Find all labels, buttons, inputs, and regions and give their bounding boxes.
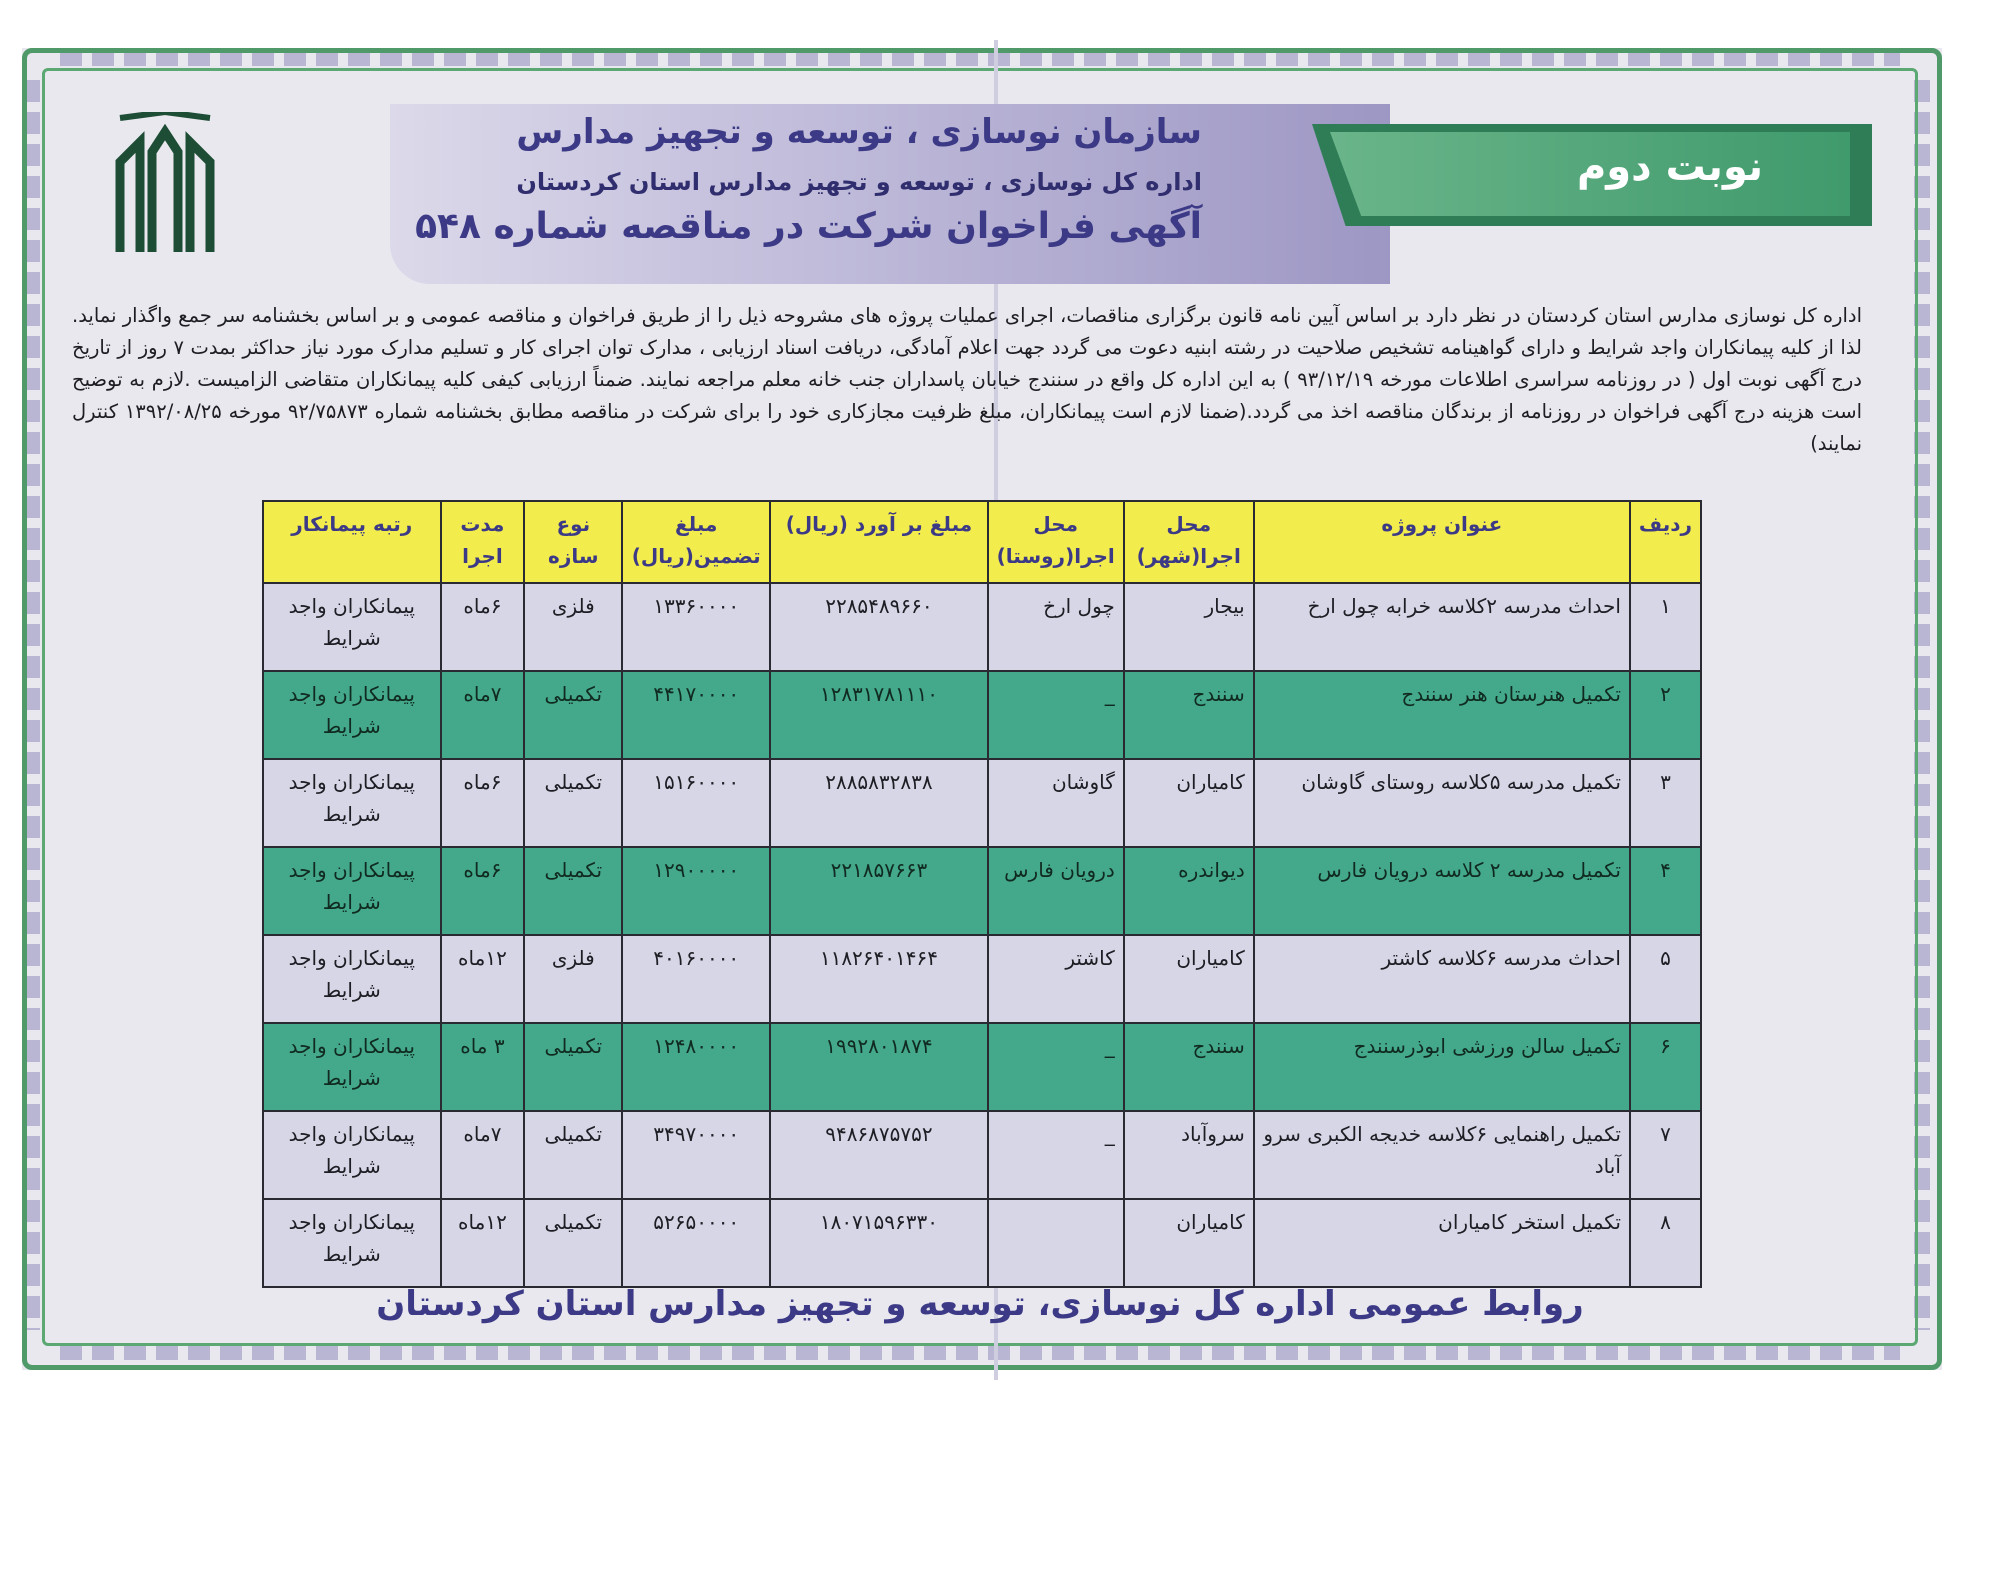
cell-estimate: ۱۸۰۷۱۵۹۶۳۳۰: [770, 1199, 987, 1287]
cell-type: تکمیلی: [524, 1111, 622, 1199]
cell-estimate: ۲۲۱۸۵۷۶۶۳: [770, 847, 987, 935]
cell-row: ۶: [1630, 1023, 1701, 1111]
cell-type: تکمیلی: [524, 759, 622, 847]
cell-type: فلزی: [524, 583, 622, 671]
cell-deposit: ۳۴۹۷۰۰۰۰: [622, 1111, 770, 1199]
cell-grade: پیمانکاران واجد شرایط: [263, 583, 441, 671]
cell-village: [988, 1199, 1124, 1287]
cell-duration: ۶ماه: [441, 847, 525, 935]
cell-estimate: ۲۸۸۵۸۳۲۸۳۸: [770, 759, 987, 847]
cell-duration: ۶ماه: [441, 583, 525, 671]
cell-deposit: ۱۵۱۶۰۰۰۰: [622, 759, 770, 847]
department-title: اداره کل نوسازی ، توسعه و تجهیز مدارس استان کردستان: [516, 168, 1202, 196]
cell-deposit: ۴۴۱۷۰۰۰۰: [622, 671, 770, 759]
cell-grade: پیمانکاران واجد شرایط: [263, 759, 441, 847]
col-header-title: عنوان پروژه: [1254, 501, 1630, 583]
cell-type: تکمیلی: [524, 1023, 622, 1111]
col-header-city: محل اجرا(شهر): [1124, 501, 1254, 583]
col-header-deposit: مبلغ تضمین(ریال): [622, 501, 770, 583]
cell-village: _: [988, 671, 1124, 759]
tender-title: آگهی فراخوان شرکت در مناقصه شماره ۵۴۸: [415, 206, 1202, 247]
col-header-type: نوع سازه: [524, 501, 622, 583]
cell-row: ۸: [1630, 1199, 1701, 1287]
col-header-row: ردیف: [1630, 501, 1701, 583]
table-row: [263, 1111, 1701, 1199]
col-header-village: محل اجرا(روستا): [988, 501, 1124, 583]
cell-type: تکمیلی: [524, 1199, 622, 1287]
cell-city: سنندج: [1124, 1023, 1254, 1111]
cell-title: احداث مدرسه ۲کلاسه خرابه چول ارخ: [1254, 583, 1630, 671]
table-row: [263, 1023, 1701, 1111]
cell-grade: پیمانکاران واجد شرایط: [263, 1023, 441, 1111]
cell-estimate: ۱۱۸۲۶۴۰۱۴۶۴: [770, 935, 987, 1023]
cell-deposit: ۴۰۱۶۰۰۰۰: [622, 935, 770, 1023]
cell-city: دیواندره: [1124, 847, 1254, 935]
table-row: [263, 847, 1701, 935]
cell-duration: ۷ماه: [441, 671, 525, 759]
cell-row: ۴: [1630, 847, 1701, 935]
cell-deposit: ۱۲۹۰۰۰۰۰: [622, 847, 770, 935]
col-header-duration: مدت اجرا: [441, 501, 525, 583]
cell-city: کامیاران: [1124, 935, 1254, 1023]
cell-village: درویان فارس: [988, 847, 1124, 935]
cell-estimate: ۱۹۹۲۸۰۱۸۷۴: [770, 1023, 987, 1111]
table-row: [263, 935, 1701, 1023]
cell-title: تکمیل سالن ورزشی ابوذرسنندج: [1254, 1023, 1630, 1111]
cell-deposit: ۱۲۴۸۰۰۰۰: [622, 1023, 770, 1111]
cell-duration: ۶ماه: [441, 759, 525, 847]
cell-row: ۵: [1630, 935, 1701, 1023]
cell-duration: ۱۲ماه: [441, 1199, 525, 1287]
table-row: [263, 671, 1701, 759]
cell-city: سنندج: [1124, 671, 1254, 759]
cell-title: تکمیل مدرسه ۵کلاسه روستای گاوشان: [1254, 759, 1630, 847]
tender-table: [262, 500, 1702, 1288]
cell-city: کامیاران: [1124, 759, 1254, 847]
col-header-grade: رتبه پیمانکار: [263, 501, 441, 583]
cell-duration: ۷ماه: [441, 1111, 525, 1199]
cell-row: ۳: [1630, 759, 1701, 847]
cell-title: تکمیل مدرسه ۲ کلاسه درویان فارس: [1254, 847, 1630, 935]
cell-village: گاوشان: [988, 759, 1124, 847]
cell-grade: پیمانکاران واجد شرایط: [263, 1199, 441, 1287]
cell-village: _: [988, 1111, 1124, 1199]
cell-title: تکمیل هنرستان هنر سنندج: [1254, 671, 1630, 759]
org-title: سازمان نوسازی ، توسعه و تجهیز مدارس: [516, 112, 1202, 152]
edition-badge-label: نوبت دوم: [1576, 144, 1764, 190]
cell-grade: پیمانکاران واجد شرایط: [263, 847, 441, 935]
col-header-estimate: مبلغ بر آورد (ریال): [770, 501, 987, 583]
cell-duration: ۳ ماه: [441, 1023, 525, 1111]
cell-title: تکمیل استخر کامیاران: [1254, 1199, 1630, 1287]
cell-village: چول ارخ: [988, 583, 1124, 671]
cell-duration: ۱۲ماه: [441, 935, 525, 1023]
cell-estimate: ۹۴۸۶۸۷۵۷۵۲: [770, 1111, 987, 1199]
cell-grade: پیمانکاران واجد شرایط: [263, 935, 441, 1023]
cell-village: _: [988, 1023, 1124, 1111]
cell-title: احداث مدرسه ۶کلاسه کاشتر: [1254, 935, 1630, 1023]
table-row: [263, 1199, 1701, 1287]
cell-deposit: ۵۲۶۵۰۰۰۰: [622, 1199, 770, 1287]
cell-estimate: ۲۲۸۵۴۸۹۶۶۰: [770, 583, 987, 671]
intro-paragraph: [72, 300, 1862, 460]
cell-city: سروآباد: [1124, 1111, 1254, 1199]
cell-title: تکمیل راهنمایی ۶کلاسه خدیجه الکبری سرو آباد: [1254, 1111, 1630, 1199]
intro-text: اداره کل نوسازی مدارس استان کردستان در نظر دارد بر اساس آیین نامه قانون برگزاری مناقصات، اجرای عملیات پروژه های مشروحه ذیل را از طریق فراخوان و مناقصه عمومی و بر اساس بخشنامه سر جمع واگذار نماید. لذا از کلیه پیمانکاران واجد شرایط و دارای گواهینامه تشخیص صلاحیت در رشته ابنیه دعوت می گردد جهت اعلام آمادگی، دریافت اسناد ارزیابی ، مدارک توان اجرای کار و تسلیم مدارک مورد نیاز حداکثر بمدت ۷ روز از تاریخ درج آگهی نوبت اول ( در روزنامه سراسری اطلاعات مورخه ۹۳/۱۲/۱۹ ) به این اداره کل واقع در سنندج خیابان پاسداران جنب خانه معلم مراجعه نمایند. ضمناً ارزیابی کیفی کلیه پیمانکاران متقاضی الزامیست .لازم به توضیح است هزینه درج آگهی فراخوان در روزنامه از برندگان مناقصه اخذ می گردد.(ضمنا لازم است پیمانکاران، مبلغ ظرفیت مجازکاری خود را برای شرکت در مناقصه مطابق بخشنامه شماره ۹۲/۷۵۸۷۳ مورخه ۱۳۹۲/۰۸/۲۵ کنترل نمایند): [72, 304, 1863, 455]
cell-grade: پیمانکاران واجد شرایط: [263, 1111, 441, 1199]
cell-type: تکمیلی: [524, 671, 622, 759]
table-header-row: [263, 501, 1701, 583]
cell-row: ۲: [1630, 671, 1701, 759]
table-row: [263, 759, 1701, 847]
footer-credit: روابط عمومی اداره کل نوسازی، توسعه و تجهیز مدارس استان کردستان: [376, 1284, 1584, 1324]
table-row: [263, 583, 1701, 671]
cell-city: کامیاران: [1124, 1199, 1254, 1287]
cell-type: تکمیلی: [524, 847, 622, 935]
cell-type: فلزی: [524, 935, 622, 1023]
cell-row: ۱: [1630, 583, 1701, 671]
cell-village: کاشتر: [988, 935, 1124, 1023]
cell-deposit: ۱۳۳۶۰۰۰۰: [622, 583, 770, 671]
cell-grade: پیمانکاران واجد شرایط: [263, 671, 441, 759]
organization-logo-icon: [110, 112, 220, 262]
cell-city: بیجار: [1124, 583, 1254, 671]
cell-estimate: ۱۲۸۳۱۷۸۱۱۱۰: [770, 671, 987, 759]
cell-row: ۷: [1630, 1111, 1701, 1199]
